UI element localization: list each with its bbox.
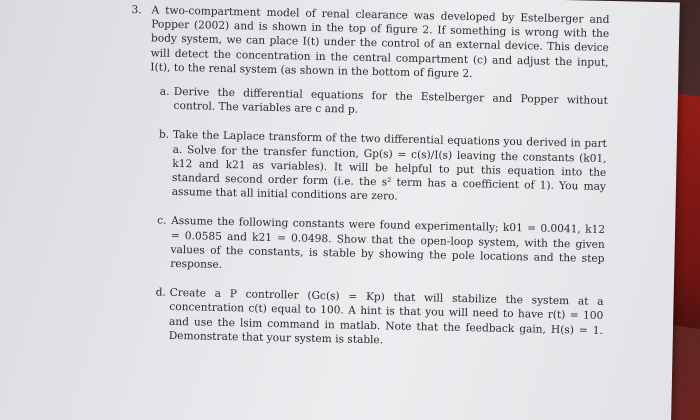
part-letter: a.: [159, 85, 170, 98]
problem-3: [131, 3, 610, 84]
part-a: [161, 85, 607, 123]
problem-intro: A two-compartment model of renal clearance was developed by Estelberger and Popper (2002) and is shown in the top of figure 2. If something is wrong with the body system, we can place I(t) under the control of an external device. This device will detect the concentration in the central compartment (c) and adjust the input, I(t), to the renal system (as shown in the bottom of figure 2.: [150, 4, 610, 80]
part-text: Derive the differential equations for the Estelberger and Popper without control. The variables are c and p.: [173, 85, 608, 116]
part-letter: c.: [157, 214, 167, 228]
part-b: [160, 128, 607, 208]
part-text: Create a P controller (Gc(s) = Kp) that will stabilize the system at a concentration c(t) equal to 100. A hint is that you will need to have r(t) = 100 and use the lsim command in matlab. Note that the feedback gain, H(s) = 1. Demonstrate that your system is stable.: [168, 287, 604, 347]
part-text: Assume the following constants were found experimentally; k01 = 0.0041, k12 = 0.0585 and k21 = 0.0498. Show that the open-loop system, with the given values of the constants, is stable by showing the pole locations and the step response.: [170, 215, 606, 271]
part-d: [157, 286, 604, 352]
problem-text: [132, 3, 609, 367]
part-letter: d.: [155, 286, 166, 299]
part-letter: b.: [158, 128, 170, 142]
parts-list: [133, 84, 608, 352]
part-text: Take the Laplace transform of the two differential equations you derived in part a. Solve for the transfer function, Gp(s) = c(s)/I(s) leaving the constants (k01, k12 and k21 as variables). It will be helpful to put this equation into the standard second order form (i.e. the s² term has a coefficient of 1). You may assume that all initial conditions are zero.: [171, 129, 607, 203]
problem-number: 3.: [131, 3, 142, 17]
part-c: [158, 214, 605, 280]
